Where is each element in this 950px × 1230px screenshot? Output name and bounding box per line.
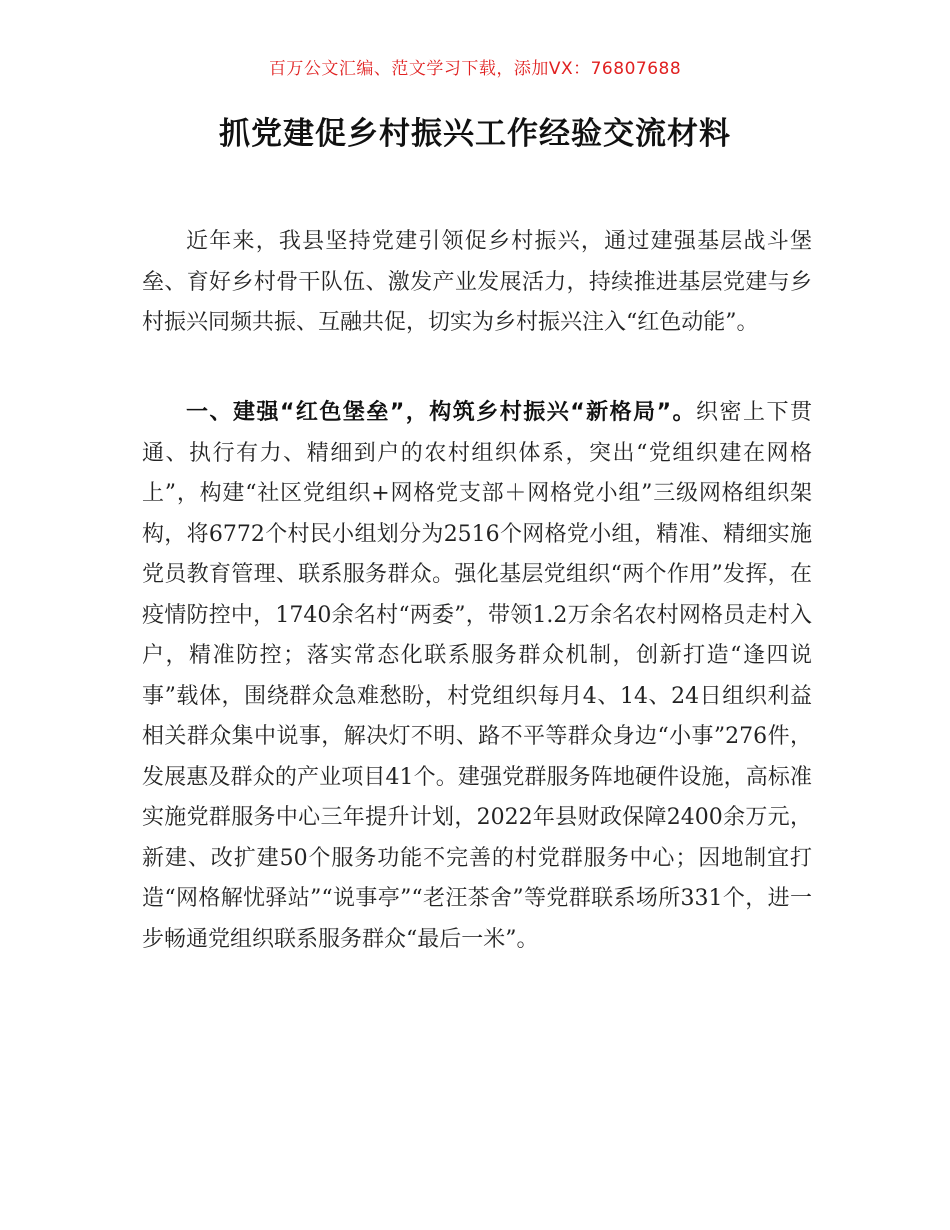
intro-paragraph (142, 222, 812, 344)
section-one-paragraph (142, 393, 812, 960)
intro-paragraph-text: 近年来，我县坚持党建引领促乡村振兴，通过建强基层战斗堡垒、育好乡村骨干队伍、激发产业发展活力，持续推进基层党建与乡村振兴同频共振、互融共促，切实为乡村振兴注入“红色动能”。 (142, 229, 812, 335)
section-one-text: 织密上下贯通、执行有力、精细到户的农村组织体系，突出“党组织建在网格上”，构建“社区党组织+网格党支部＋网格党小组”三级网格组织架构，将6772个村民小组划分为2516个网格党小组，精准、精细实施党员教育管理、联系服务群众。强化基层党组织“两个作用”发挥，在疫情防控中，1740余名村“两委”，带领1.2万余名农村网格员走村入户，精准防控；落实常态化联系服务群众机制，创新打造“逢四说事”载体，围绕群众急难愁盼，村党组织每月4、14、24日组织利益相关群众集中说事，解决灯不明、路不平等群众身边“小事”276件，发展惠及群众的产业项目41个。建强党群服务阵地硬件设施，高标准实施党群服务中心三年提升计划，2022年县财政保障2400余万元，新建、改扩建50个服务功能不完善的村党群服务中心；因地制宜打造“网格解忧驿站”“说事亭”“老汪茶舍”等党群联系场所331个，进一步畅通党组织联系服务群众“最后一米”。 (142, 400, 812, 952)
section-one-heading: 一、建强“红色堡垒”，构筑乡村振兴“新格局”。 (186, 400, 697, 425)
promo-banner: 百万公文汇编、范文学习下载，添加VX：76807688 (268, 59, 682, 79)
document-title: 抓党建促乡村振兴工作经验交流材料 (219, 116, 731, 152)
